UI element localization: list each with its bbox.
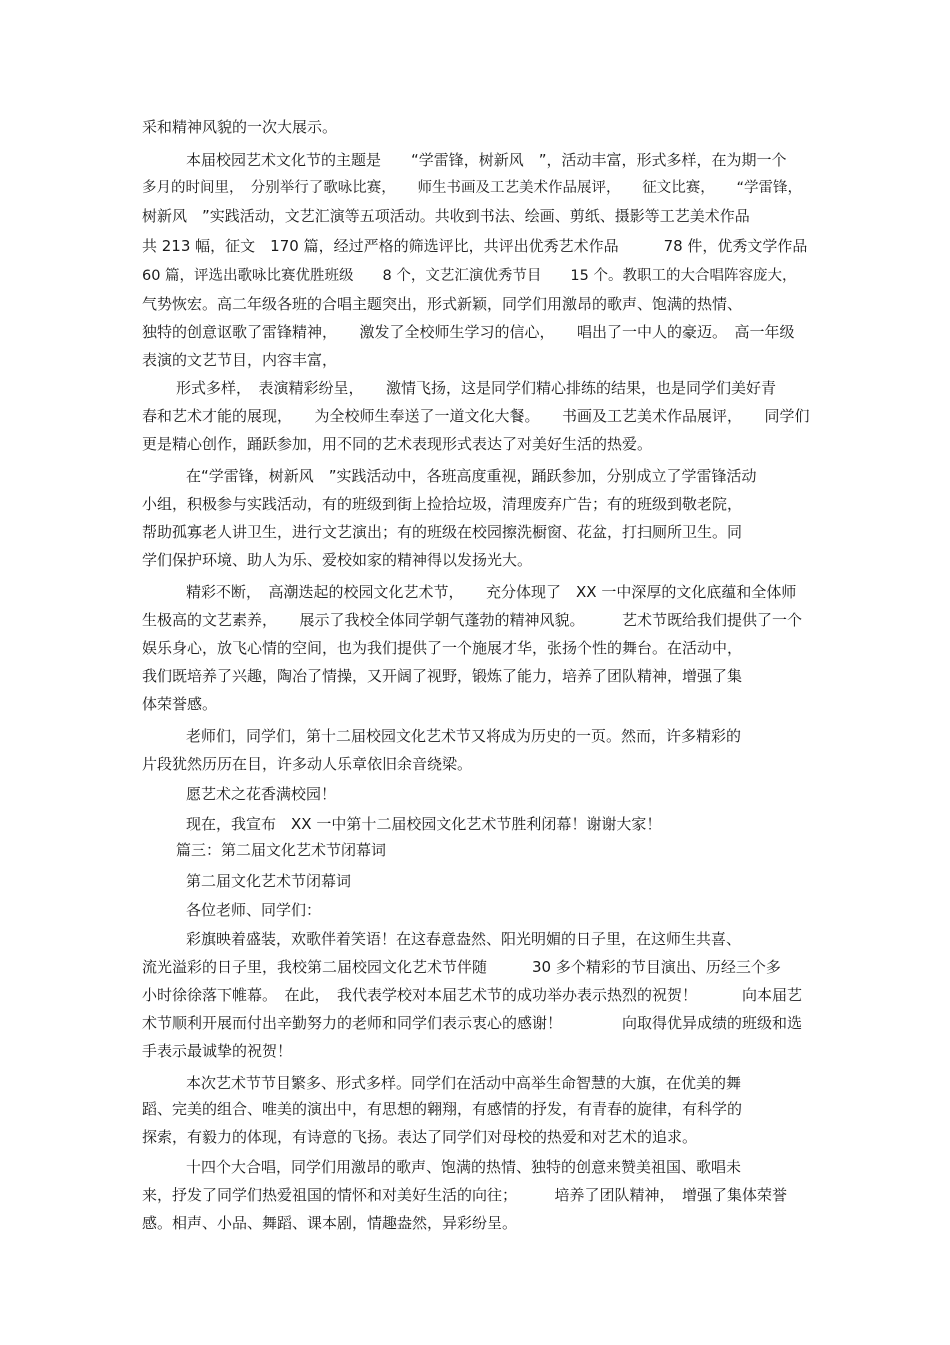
text-line: 在“学雷锋，树新风 ”实践活动中，各班高度重视，踊跃参加，分别成立了学雷锋活动 <box>186 467 757 485</box>
text-line: 共 213 幅，征文 170 篇，经过严格的筛选评比，共评出优秀艺术作品 78 件，优秀文学作品 <box>142 237 808 255</box>
text-line: 娱乐身心，放飞心情的空间，也为我们提供了一个施展才华，张扬个性的舞台。在活动中， <box>142 639 743 657</box>
text-line: 形式多样， 表演精彩纷呈， 激情飞扬，这是同学们精心排练的结果，也是同学们美好青 <box>176 379 777 397</box>
text-line: 愿艺术之花香满校园！ <box>186 785 337 803</box>
text-line: 小组，积极参与实践活动，有的班级到街上捡拾垃圾，清理废弃广告；有的班级到敬老院， <box>142 495 743 513</box>
text-line: 感。相声、小品、舞蹈、课本剧，情趣盎然，异彩纷呈。 <box>142 1214 518 1232</box>
text-line: 彩旗映着盛装，欢歌伴着笑语！在这春意盎然、阳光明媚的日子里，在这师生共喜、 <box>186 930 742 948</box>
section-heading: 篇三：第二届文化艺术节闭幕词 <box>176 841 387 859</box>
text-line: 本届校园艺术文化节的主题是 “学雷锋，树新风 ”，活动丰富，形式多样，在为期一个 <box>186 151 787 169</box>
text-line: 学们保护环境、助人为乐、爱校如家的精神得以发扬光大。 <box>142 551 533 569</box>
section-title: 第二届文化艺术节闭幕词 <box>186 872 352 890</box>
text-line: 探索，有毅力的体现，有诗意的飞扬。表达了同学们对母校的热爱和对艺术的追求。 <box>142 1128 698 1146</box>
text-line: 手表示最诚挚的祝贺！ <box>142 1042 293 1060</box>
text-line: 小时徐徐落下帷幕。 在此， 我代表学校对本届艺术节的成功举办表示热烈的祝贺！ 向本届艺 <box>142 986 803 1004</box>
text-line: 蹈、完美的组合、唯美的演出中，有思想的翱翔，有感情的抒发，有青春的旋律，有科学的 <box>142 1100 743 1118</box>
text-line: 采和精神风貌的一次大展示。 <box>142 118 338 136</box>
text-line: 来，抒发了同学们热爱祖国的情怀和对美好生活的向往； 培养了团队精神， 增强了集体荣誉 <box>142 1186 788 1204</box>
text-line: 片段犹然历历在目，许多动人乐章依旧余音绕梁。 <box>142 755 473 773</box>
text-line: 流光溢彩的日子里，我校第二届校园文化艺术节伴随 30 多个精彩的节目演出、历经三个多 <box>142 958 781 976</box>
text-line: 现在，我宣布 XX 一中第十二届校园文化艺术节胜利闭幕！谢谢大家！ <box>186 815 662 833</box>
text-line: 60 篇，评选出歌咏比赛优胜班级 8 个，文艺汇演优秀节目 15 个。教职工的大合唱阵容庞大， <box>142 268 797 284</box>
text-line: 十四个大合唱，同学们用激昂的歌声、饱满的热情、独特的创意来赞美祖国、歌唱未 <box>186 1158 742 1176</box>
text-line: 独特的创意讴歌了雷锋精神， 激发了全校师生学习的信心， 唱出了一中人的豪迈。 高一年级 <box>142 323 795 341</box>
text-line: 术节顺利开展而付出辛勤努力的老师和同学们表示衷心的感谢！ 向取得优异成绩的班级和选 <box>142 1014 803 1032</box>
text-line: 帮助孤寡老人讲卫生，进行文艺演出；有的班级在校园擦洗橱窗、花盆，打扫厕所卫生。同 <box>142 523 743 541</box>
text-line: 老师们，同学们，第十二届校园文化艺术节又将成为历史的一页。然而，许多精彩的 <box>186 727 742 745</box>
text-line: 多月的时间里， 分别举行了歌咏比赛， 师生书画及工艺美术作品展评， 征文比赛， “学雷锋， <box>142 180 803 196</box>
text-line: 更是精心创作，踊跃参加，用不同的艺术表现形式表达了对美好生活的热爱。 <box>142 435 653 453</box>
salutation: 各位老师、同学们： <box>186 901 322 919</box>
text-line: 体荣誉感。 <box>142 695 218 713</box>
text-line: 气势恢宏。高二年级各班的合唱主题突出，形式新颖，同学们用激昂的歌声、饱满的热情、 <box>142 295 743 313</box>
text-line: 春和艺术才能的展现， 为全校师生奉送了一道文化大餐。 书画及工艺美术作品展评， 同学们 <box>142 407 810 425</box>
text-line: 精彩不断， 高潮迭起的校园文化艺术节， 充分体现了 XX 一中深厚的文化底蕴和全体师 <box>186 583 797 601</box>
text-line: 本次艺术节节目繁多、形式多样。同学们在活动中高举生命智慧的大旗，在优美的舞 <box>186 1074 742 1092</box>
text-line: 生极高的文艺素养， 展示了我校全体同学朝气蓬勃的精神风貌。 艺术节既给我们提供了一个 <box>142 611 803 629</box>
text-line: 表演的文艺节目，内容丰富， <box>142 351 338 369</box>
text-line: 树新风 ”实践活动，文艺汇演等五项活动。共收到书法、绘画、剪纸、摄影等工艺美术作品 <box>142 207 750 225</box>
text-line: 我们既培养了兴趣，陶冶了情操，又开阔了视野，锻炼了能力，培养了团队精神，增强了集 <box>142 667 743 685</box>
